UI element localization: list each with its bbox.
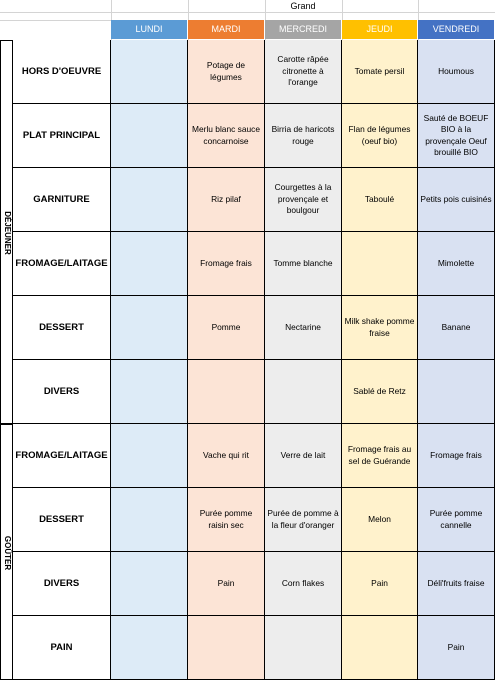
menu-cell-text: Pain	[371, 577, 388, 588]
menu-cell[interactable]	[342, 104, 418, 168]
row-label[interactable]: DIVERS	[12, 360, 111, 424]
section-label	[0, 40, 12, 424]
row-label[interactable]: HORS D'OEUVRE	[12, 40, 111, 104]
menu-cell[interactable]	[418, 616, 495, 680]
menu-cell[interactable]	[342, 424, 418, 488]
menu-cell[interactable]	[188, 104, 265, 168]
menu-cell-text: Purée de pomme à la fleur d'oranger	[267, 508, 339, 530]
menu-cell[interactable]	[188, 168, 265, 232]
menu-cell-text: Riz pilaf	[211, 193, 241, 204]
day-header-vendredi[interactable]: VENDREDI	[418, 20, 495, 39]
menu-cell-text: Carotte râpée citronette à l'orange	[277, 54, 329, 88]
menu-cell[interactable]	[342, 552, 418, 616]
menu-cell-text: Corn flakes	[281, 577, 325, 588]
menu-cell[interactable]	[188, 424, 265, 488]
menu-cell[interactable]	[265, 104, 342, 168]
menu-cell-text: Purée pomme raisin sec	[199, 508, 253, 530]
menu-cell[interactable]	[111, 424, 188, 488]
menu-cell-text: Purée pomme cannelle	[429, 508, 483, 530]
menu-cell[interactable]	[342, 296, 418, 360]
menu-cell[interactable]	[111, 296, 188, 360]
menu-cell[interactable]	[342, 232, 418, 296]
menu-cell[interactable]	[265, 424, 342, 488]
menu-cell-text: Banane	[441, 321, 471, 332]
menu-cell-text: Petits pois cuisinés	[420, 193, 492, 204]
row-label[interactable]: PAIN	[12, 616, 111, 680]
menu-cell-text: Birria de haricots rouge	[271, 124, 335, 146]
menu-cell[interactable]	[111, 488, 188, 552]
menu-cell[interactable]	[111, 40, 188, 104]
menu-cell-text: Mimolette	[437, 257, 475, 268]
menu-cell[interactable]	[111, 232, 188, 296]
menu-cell[interactable]	[111, 168, 188, 232]
menu-cell-text: Tomme blanche	[273, 257, 333, 268]
menu-cell-text: Houmous	[438, 65, 474, 76]
menu-cell[interactable]	[418, 360, 495, 424]
menu-cell[interactable]	[111, 616, 188, 680]
menu-cell[interactable]	[418, 424, 495, 488]
menu-cell[interactable]	[418, 552, 495, 616]
menu-cell[interactable]	[342, 360, 418, 424]
menu-cell-text: Verre de lait	[280, 449, 326, 460]
menu-cell[interactable]	[265, 616, 342, 680]
menu-cell-text: Nectarine	[285, 321, 321, 332]
menu-cell[interactable]	[111, 552, 188, 616]
menu-cell[interactable]	[342, 616, 418, 680]
menu-cell[interactable]	[265, 360, 342, 424]
menu-cell[interactable]	[265, 40, 342, 104]
section-label-text: DÉJEUNER	[3, 211, 12, 255]
menu-cell-text: Courgettes à la provençale et boulgour	[274, 182, 332, 216]
row-label[interactable]: DESSERT	[12, 296, 111, 360]
menu-cell[interactable]	[418, 168, 495, 232]
menu-cell-text: Pain	[447, 641, 465, 652]
menu-cell[interactable]	[265, 488, 342, 552]
row-label[interactable]: FROMAGE/LAITAGE	[12, 424, 111, 488]
menu-cell-text: Fromage frais	[430, 449, 482, 460]
menu-cell[interactable]	[265, 552, 342, 616]
menu-cell-text: Flan de légumes (oeuf bio)	[348, 124, 411, 146]
menu-cell[interactable]	[418, 104, 495, 168]
row-label[interactable]: PLAT PRINCIPAL	[12, 104, 111, 168]
menu-cell-text: Vache qui rit	[203, 449, 249, 460]
menu-cell[interactable]	[188, 296, 265, 360]
menu-cell[interactable]	[342, 168, 418, 232]
row-label[interactable]: DIVERS	[12, 552, 111, 616]
menu-cell-text: Pomme	[211, 321, 241, 332]
menu-cell[interactable]	[111, 104, 188, 168]
gridline-horizontal	[0, 12, 495, 13]
menu-cell[interactable]	[188, 616, 265, 680]
day-header-jeudi[interactable]: JEUDI	[342, 20, 418, 39]
menu-cell-text: Sauté de BOEUF BIO à la provençale Oeuf brouillé BIO	[423, 112, 489, 157]
menu-cell-text: Sablé de Retz	[353, 385, 406, 396]
menu-cell-text: Taboulé	[364, 193, 395, 204]
menu-cell[interactable]	[418, 40, 495, 104]
section-label-text: GOÛTER	[3, 535, 12, 571]
menu-cell[interactable]	[265, 168, 342, 232]
day-header-lundi[interactable]: LUNDI	[111, 20, 188, 39]
menu-cell-text: Fromage frais au sel de Guérande	[347, 444, 412, 466]
menu-cell-text: Melon	[368, 513, 391, 524]
row-label[interactable]: GARNITURE	[12, 168, 111, 232]
menu-cell-text: Déli'fruits fraise	[427, 577, 485, 588]
menu-cell[interactable]	[188, 488, 265, 552]
row-label[interactable]: FROMAGE/LAITAGE	[12, 232, 111, 296]
row-label[interactable]: DESSERT	[12, 488, 111, 552]
menu-cell[interactable]	[418, 232, 495, 296]
menu-cell-text: Tomate persil	[354, 65, 405, 76]
menu-cell-text: Fromage frais	[200, 257, 252, 268]
day-header-mardi[interactable]: MARDI	[188, 20, 265, 39]
sheet-caption: Grand	[290, 1, 316, 11]
section-label	[0, 424, 12, 680]
menu-cell[interactable]	[188, 360, 265, 424]
menu-cell[interactable]	[342, 488, 418, 552]
menu-cell[interactable]	[342, 40, 418, 104]
menu-cell[interactable]	[265, 296, 342, 360]
menu-cell[interactable]	[418, 296, 495, 360]
menu-cell[interactable]	[111, 360, 188, 424]
menu-cell[interactable]	[188, 232, 265, 296]
menu-cell-text: Milk shake pomme fraise	[344, 316, 415, 338]
menu-cell-text: Merlu blanc sauce concarnoise	[192, 124, 260, 146]
menu-cell[interactable]	[188, 552, 265, 616]
menu-cell-text: Pain	[217, 577, 235, 588]
menu-cell[interactable]	[265, 232, 342, 296]
menu-cell-text: Potage de légumes	[206, 60, 246, 82]
menu-cell[interactable]	[418, 488, 495, 552]
day-header-mercredi[interactable]: MERCREDI	[265, 20, 342, 39]
menu-cell[interactable]	[188, 40, 265, 104]
